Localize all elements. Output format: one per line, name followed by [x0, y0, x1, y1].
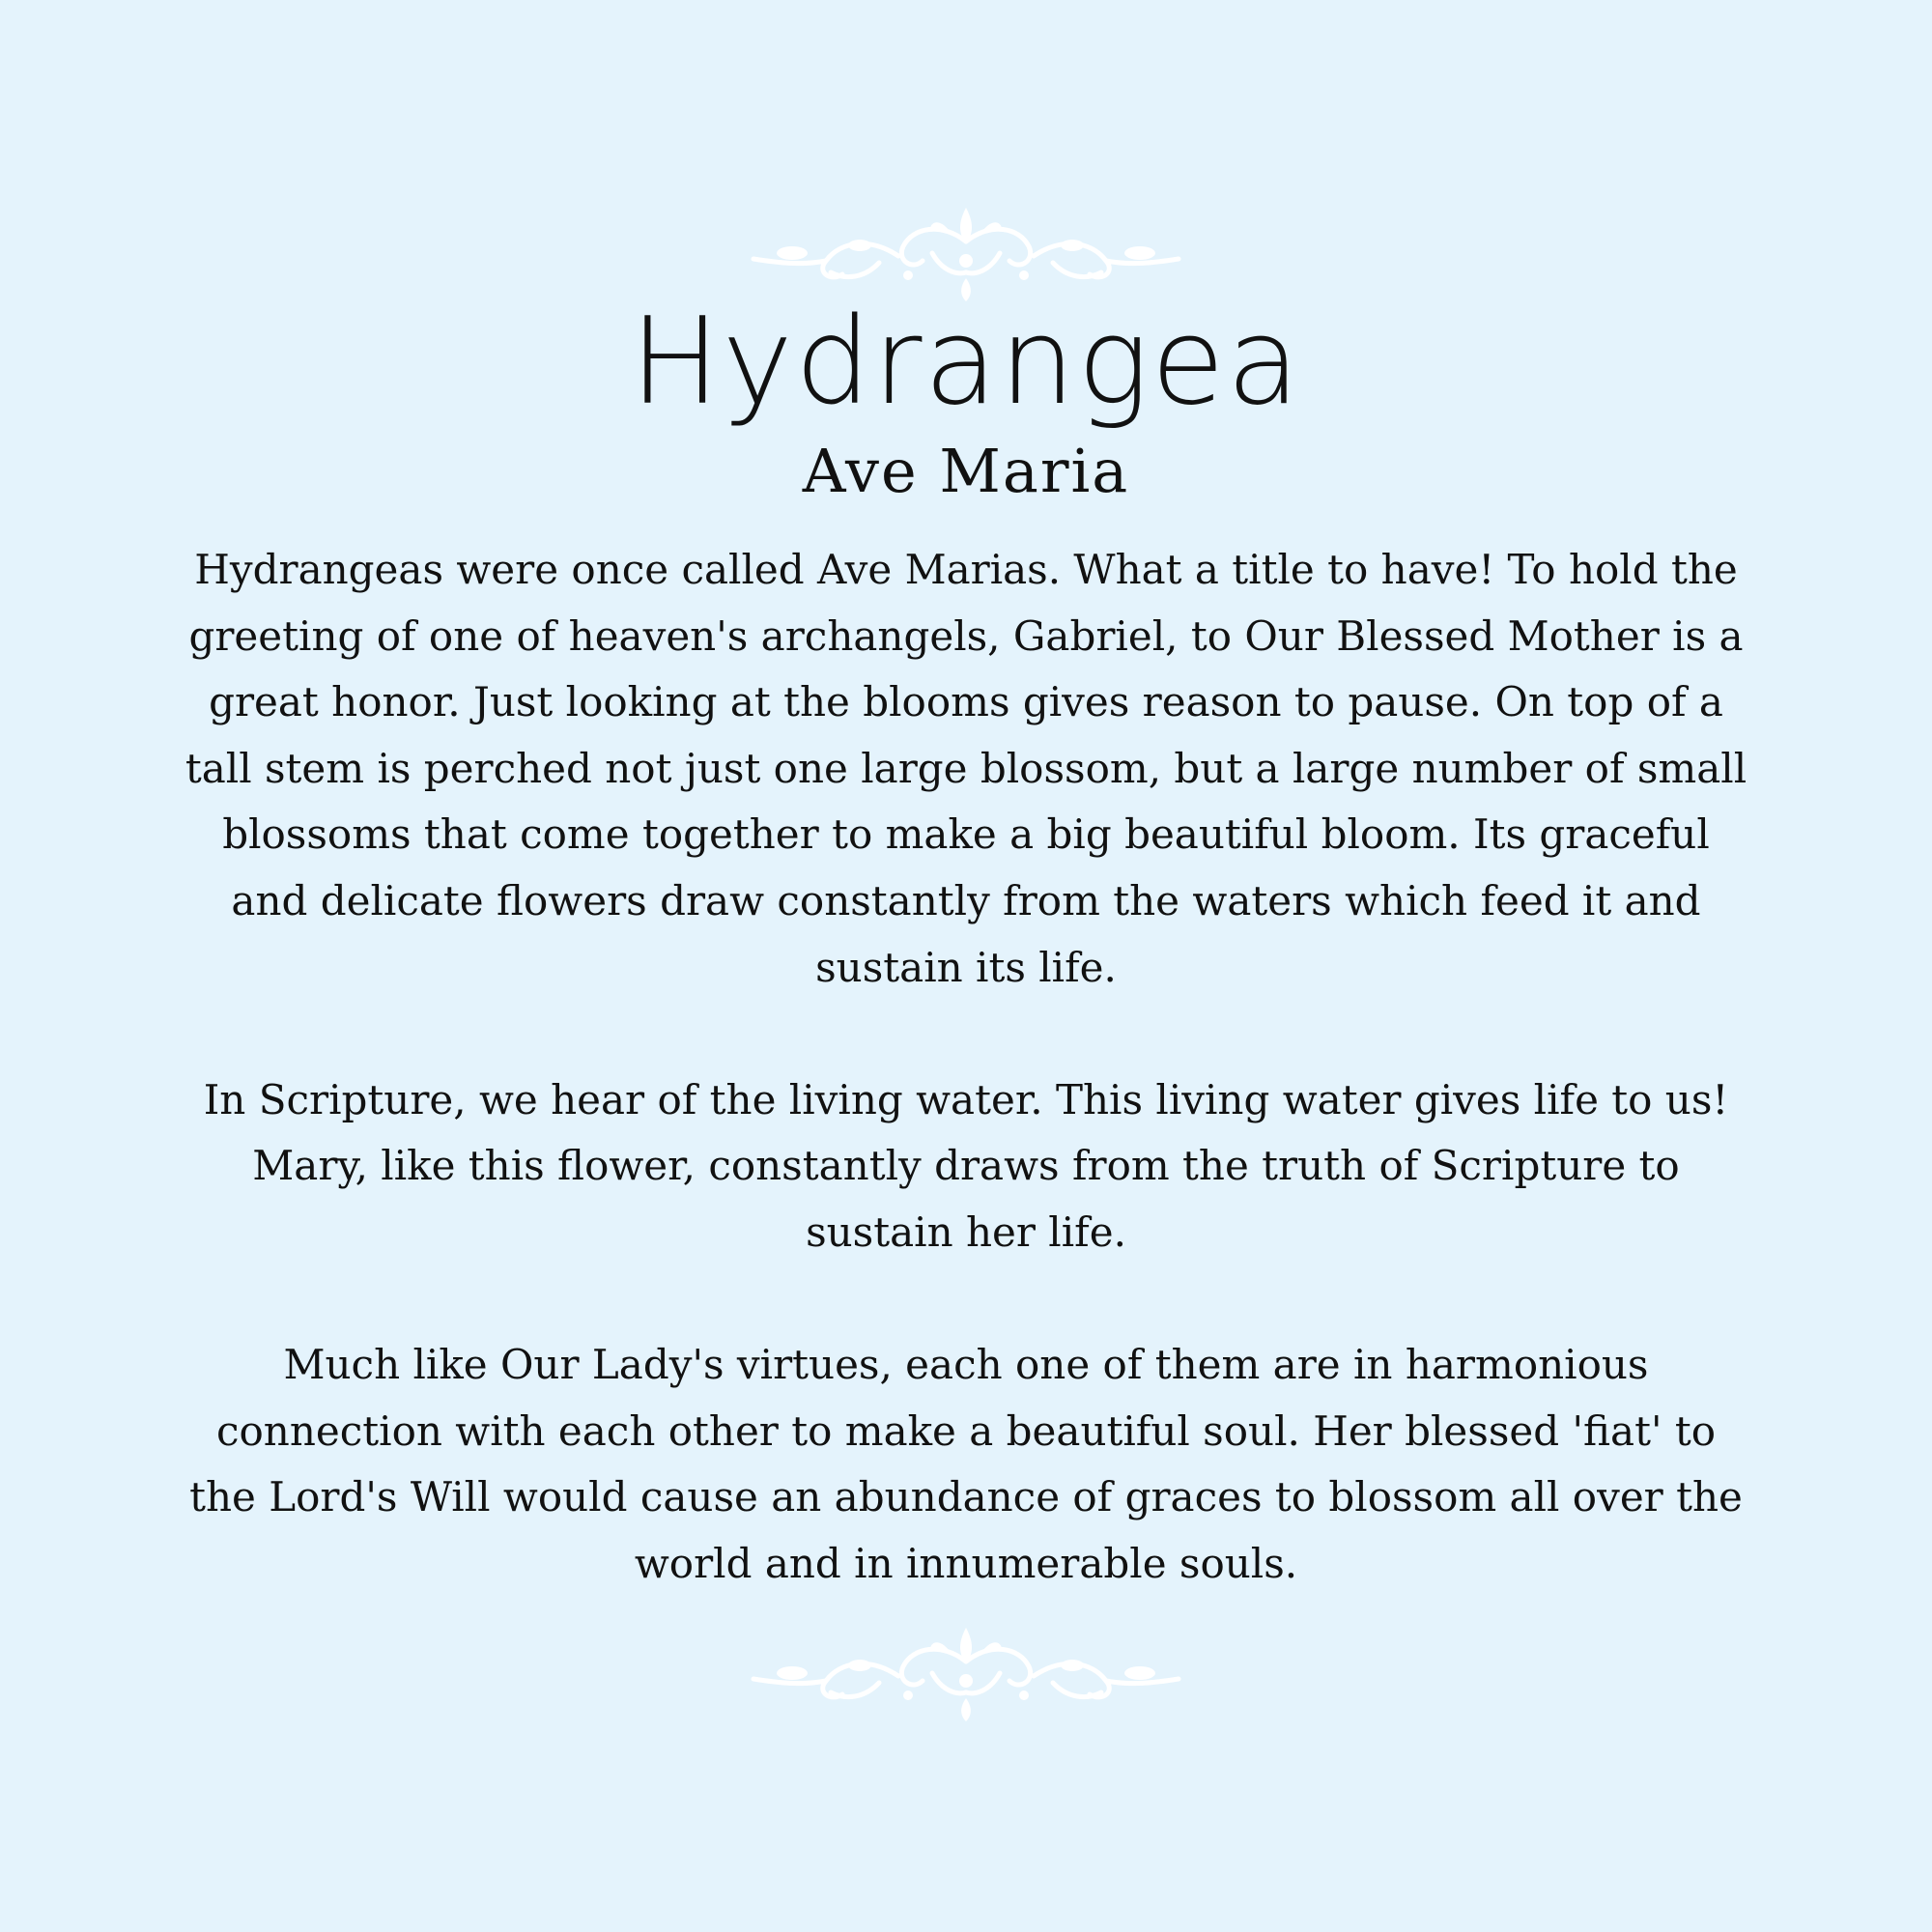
page-title: Hydrangea: [630, 293, 1302, 432]
paragraph-2: In Scripture, we hear of the living water. This living water gives life to us! Mary, like this flower, constantly draws from the truth of Scripture to sustain her life.: [203, 1075, 1729, 1256]
paragraph-1: Hydrangeas were once called Ave Marias. What a title to have! To hold the greeting of one of heaven's archangels, Gabriel, to Our Blessed Mother is a great honor. Just looking at the blooms gives reason to pause. On top of a tall stem is perched not just one large blossom, but a large number of small blossoms that come together to make a big beautiful bloom. Its graceful and delicate flowers draw constantly from the waters which feed it and sustain its life.: [185, 546, 1747, 991]
paragraph-3: Much like Our Lady's virtues, each one of them are in harmonious connection with each other to make a beautiful soul. Her blessed 'fiat' to the Lord's Will would cause an abundance of graces to blossom all over the world and in innumerable souls.: [189, 1341, 1743, 1587]
body-text: [184, 537, 1748, 1598]
flourish-icon: [734, 1623, 1198, 1729]
bottom-flourish-ornament: [734, 1623, 1198, 1729]
page-subtitle: Ave Maria: [802, 436, 1130, 506]
